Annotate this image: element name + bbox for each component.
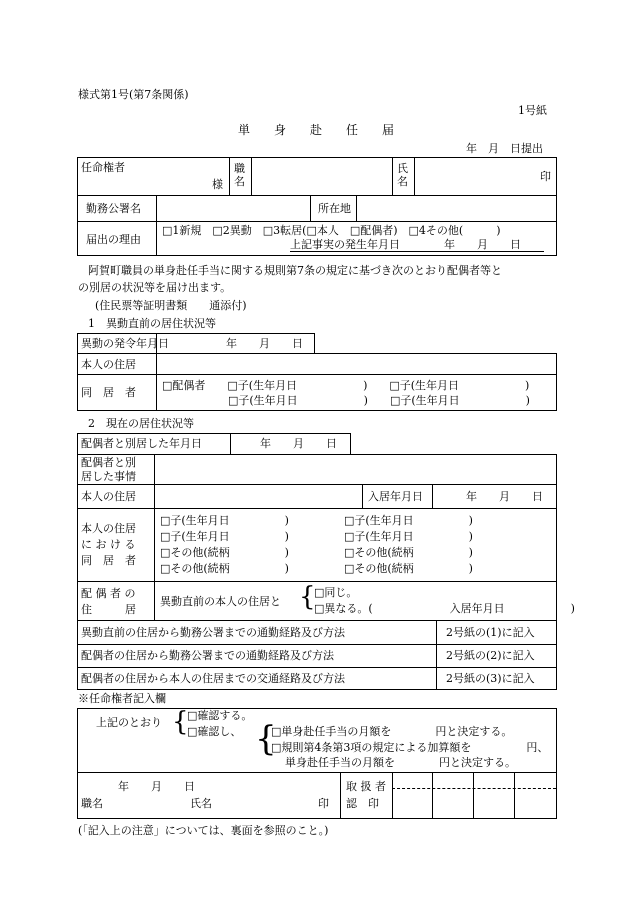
prev-cohabit-line-1: □配偶者 □子(生年月日 ) □子(生年月日 ) bbox=[162, 379, 530, 392]
current-cohabit-line-3: □その他(続柄 ) □その他(続柄 ) bbox=[160, 546, 473, 559]
brace-icon: { bbox=[172, 707, 189, 737]
current-residence-label: 本人の住居 bbox=[81, 490, 136, 503]
route-row-1-note: 2号紙の(1)に記入 bbox=[446, 626, 535, 639]
current-cohabit-line-2: □子(生年月日 ) □子(生年月日 ) bbox=[160, 530, 473, 543]
separation-reason-label-1: 配偶者と別 bbox=[81, 456, 136, 469]
name-label: 氏 名 bbox=[397, 162, 408, 188]
route-row-3-note: 2号紙の(3)に記入 bbox=[446, 672, 535, 685]
spouse-residence-prefix: 異動直前の本人の住居と bbox=[160, 595, 281, 608]
issue-date-label: 異動の発令年月日 bbox=[81, 337, 169, 350]
amount-option-3: 単身赴任手当の月額を 円と決定する。 bbox=[285, 756, 516, 769]
route-row-2-label: 配偶者の住居から勤務公署までの通勤経路及び方法 bbox=[81, 649, 334, 662]
confirm-option: □確認する。 bbox=[187, 709, 253, 722]
sheet-number: 1号紙 bbox=[518, 104, 547, 117]
approver-position: 職名 bbox=[81, 797, 103, 810]
section1-heading: 1 異動直前の居住状況等 bbox=[88, 317, 216, 330]
prev-cohabit-label: 同 居 者 bbox=[81, 386, 136, 399]
footer-note: (「記入上の注意」については、裏面を参照のこと。) bbox=[78, 824, 329, 837]
approver-seal: 印 bbox=[318, 797, 329, 810]
seal-mark: 印 bbox=[540, 170, 551, 183]
current-cohabit-label-2: に お け る bbox=[81, 538, 136, 551]
current-cohabit-label-3: 同 居 者 bbox=[81, 554, 136, 567]
issue-date-value: 年 月 日 bbox=[226, 337, 303, 350]
appointer-section-heading: ※任命権者記入欄 bbox=[78, 692, 166, 705]
current-cohabit-line-1: □子(生年月日 ) □子(生年月日 ) bbox=[160, 514, 473, 527]
amount-option-2: □規則第4条第3項の規定による加算額を 円、 bbox=[271, 741, 549, 754]
separation-reason-label-2: 居した事情 bbox=[81, 470, 136, 483]
spouse-same: □同じ。 bbox=[314, 586, 358, 599]
reason-date: 上記事実の発生年月日 年 月 日 bbox=[290, 238, 521, 251]
appointer-label: 任命権者 bbox=[81, 161, 125, 174]
handler-label-2: 認 印 bbox=[346, 797, 379, 810]
submission-date: 年 月 日提出 bbox=[466, 142, 543, 155]
current-cohabit-line-4: □その他(続柄 ) □その他(続柄 ) bbox=[160, 562, 473, 575]
spouse-residence-label-1: 配 偶 者 の bbox=[81, 587, 136, 600]
approver-name: 氏名 bbox=[190, 797, 212, 810]
form-title: 単 身 赴 任 届 bbox=[238, 123, 395, 137]
appointer-suffix: 様 bbox=[212, 178, 223, 191]
move-in-label: 入居年月日 bbox=[368, 490, 423, 503]
intro-line-2: の別居の状況等を届け出ます。 bbox=[78, 281, 232, 294]
position-label: 職 名 bbox=[234, 162, 245, 188]
route-row-2-note: 2号紙の(2)に記入 bbox=[446, 649, 535, 662]
route-row-3-label: 配偶者の住居から本人の住居までの交通経路及び方法 bbox=[81, 672, 345, 685]
separated-date-label: 配偶者と別居した年月日 bbox=[81, 437, 202, 450]
reason-options: □1新規 □2異動 □3転居(□本人 □配偶者) □4その他( ) bbox=[162, 224, 501, 237]
current-cohabit-label-1: 本人の住居 bbox=[81, 522, 136, 535]
spouse-residence-label-2: 住 居 bbox=[81, 603, 136, 616]
route-row-1-label: 異動直前の住居から勤務公署までの通勤経路及び方法 bbox=[81, 626, 345, 639]
move-in-value: 年 月 日 bbox=[466, 490, 543, 503]
form-number: 様式第1号(第7条関係) bbox=[78, 88, 189, 101]
as-above-text: 上記のとおり bbox=[96, 716, 162, 729]
brace-icon: { bbox=[299, 582, 316, 612]
office-label: 勤務公署名 bbox=[86, 202, 141, 215]
reason-label: 届出の理由 bbox=[86, 233, 141, 246]
section2-heading: 2 現在の居住状況等 bbox=[88, 417, 194, 430]
brace-icon: { bbox=[255, 719, 277, 759]
attachment-note: (住民票等証明書類 通添付) bbox=[95, 299, 247, 312]
prev-cohabit-line-2: □子(生年月日 ) □子(生年月日 ) bbox=[162, 394, 530, 407]
confirm-and-option: □確認し、 bbox=[187, 725, 242, 738]
handler-label-1: 取 扱 者 bbox=[346, 780, 386, 793]
approval-date: 年 月 日 bbox=[118, 780, 195, 793]
location-label: 所在地 bbox=[318, 202, 351, 215]
separated-date-value: 年 月 日 bbox=[260, 437, 337, 450]
prev-residence-label: 本人の住居 bbox=[81, 358, 136, 371]
amount-option-1: □単身赴任手当の月額を 円と決定する。 bbox=[271, 725, 513, 738]
spouse-different: □異なる。( 入居年月日 ) bbox=[314, 602, 575, 615]
intro-line-1: 阿賀町職員の単身赴任手当に関する規則第7条の規定に基づき次のとおり配偶者等と bbox=[88, 264, 502, 277]
